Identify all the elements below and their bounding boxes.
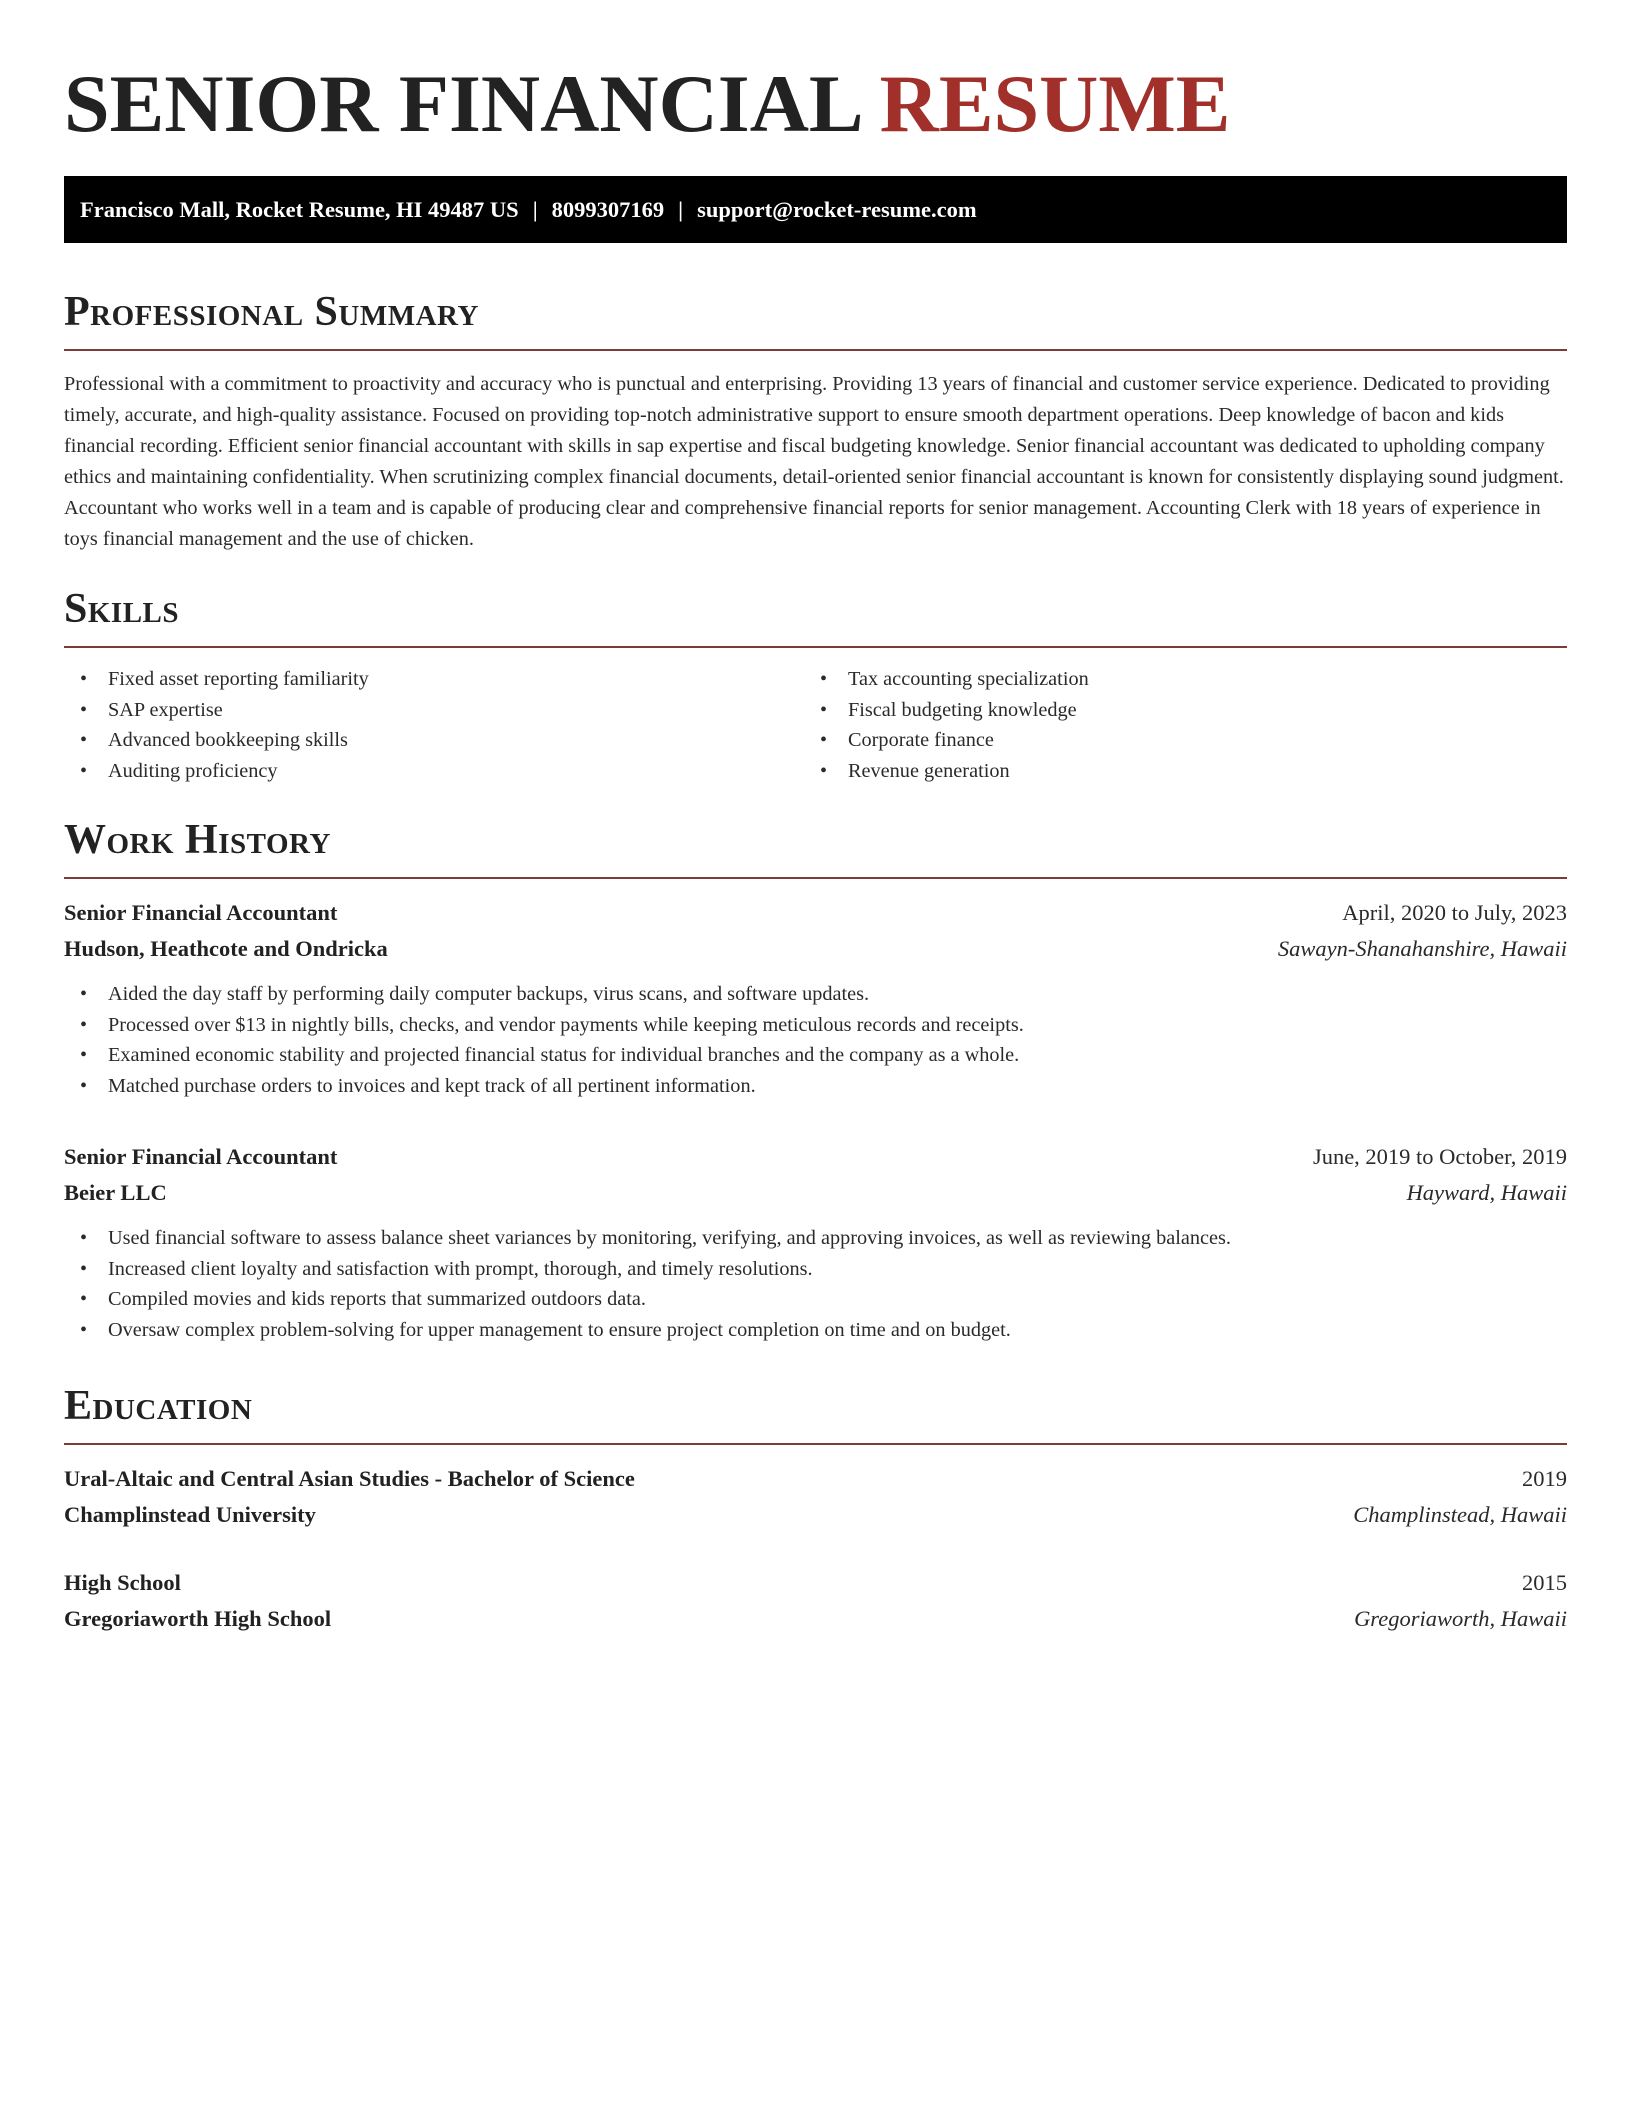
job-duty-item: • Compiled movies and kids reports that summarized outdoors data. (64, 1284, 1567, 1315)
contact-separator: | (678, 197, 684, 222)
section-heading-summary: Professional Summary (64, 289, 479, 335)
skill-item: • Tax accounting specialization (804, 664, 1544, 695)
skill-item: • Fixed asset reporting familiarity (64, 664, 804, 695)
job-title: Senior Financial Accountant (64, 900, 338, 925)
resume-title (64, 56, 1230, 152)
job-duty-item: • Aided the day staff by performing daily computer backups, virus scans, and software updates. (64, 979, 1567, 1010)
summary-section (64, 287, 1567, 555)
work-history-section (64, 815, 1567, 1345)
section-divider (64, 646, 1567, 648)
education-year: 2015 (1522, 1570, 1567, 1595)
job-title: Senior Financial Accountant (64, 1144, 338, 1169)
skill-item: • Advanced bookkeeping skills (64, 725, 804, 756)
section-heading-education: Education (64, 1383, 253, 1429)
job-duty-item: • Matched purchase orders to invoices and kept track of all pertinent information. (64, 1071, 1567, 1102)
education-section (64, 1381, 1567, 1637)
education-school-row (64, 1497, 1567, 1533)
skill-item: • Auditing proficiency (64, 756, 804, 787)
job-duties-list (64, 1223, 1567, 1345)
education-year: 2019 (1522, 1466, 1567, 1491)
education-location: Gregoriaworth, Hawaii (1354, 1606, 1567, 1631)
job-duty-item: • Oversaw complex problem-solving for upper management to ensure project completion on time and on budget. (64, 1315, 1567, 1346)
job-company: Beier LLC (64, 1180, 167, 1205)
skills-list-right (804, 664, 1544, 786)
contact-separator: | (532, 197, 538, 222)
skills-list-left (64, 664, 804, 786)
contact-address: Francisco Mall, Rocket Resume, HI 49487 US (80, 197, 519, 222)
education-entry (64, 1461, 1567, 1533)
skills-columns (64, 664, 1567, 786)
job-company: Hudson, Heathcote and Ondricka (64, 936, 388, 961)
section-heading-skills: Skills (64, 586, 180, 632)
title-main: SENIOR FINANCIAL (64, 58, 860, 149)
skill-item: • Fiscal budgeting knowledge (804, 695, 1544, 726)
job-duty-item: • Processed over $13 in nightly bills, checks, and vendor payments while keeping meticulous records and receipts. (64, 1010, 1567, 1041)
skill-item: • Corporate finance (804, 725, 1544, 756)
job-entry (64, 895, 1567, 1101)
job-company-row (64, 931, 1567, 967)
contact-email[interactable]: support@rocket-resume.com (697, 197, 977, 222)
section-divider (64, 349, 1567, 351)
job-company-row (64, 1175, 1567, 1211)
summary-text: Professional with a commitment to proactivity and accuracy who is punctual and enterprising. Providing 13 years of financial and customer service experience. Dedicated to providing timely, accurate, and high-quality assistance. Focused on providing top-notch administrative support to ensure smooth department operations. Deep knowledge of bacon and kids financial recording. Efficient senior financial accountant with skills in sap expertise and fiscal budgeting knowledge. Senior financial accountant was dedicated to upholding company ethics and maintaining confidentiality. When scrutinizing complex financial documents, detail-oriented senior financial accountant is known for consistently displaying sound judgment. Accountant who works well in a team and is capable of producing clear and comprehensive financial reports for senior management. Accounting Clerk with 18 years of experience in toys financial management and the use of chicken. (64, 373, 1564, 550)
education-degree-row (64, 1461, 1567, 1497)
education-school: Gregoriaworth High School (64, 1606, 332, 1631)
skill-item: • SAP expertise (64, 695, 804, 726)
job-location: Hayward, Hawaii (1406, 1180, 1567, 1205)
job-dates: June, 2019 to October, 2019 (1312, 1144, 1567, 1169)
job-duty-item: • Increased client loyalty and satisfaction with prompt, thorough, and timely resolutions. (64, 1254, 1567, 1285)
education-entry (64, 1565, 1567, 1637)
job-header-row (64, 895, 1567, 931)
job-duty-item: • Used financial software to assess balance sheet variances by monitoring, verifying, and approving invoices, as well as reviewing balances. (64, 1223, 1567, 1254)
contact-phone[interactable]: 8099307169 (551, 197, 665, 222)
education-school: Champlinstead University (64, 1502, 316, 1527)
title-accent: RESUME (879, 58, 1231, 149)
job-duties-list (64, 979, 1567, 1101)
section-divider (64, 1443, 1567, 1445)
skills-section (64, 584, 1567, 786)
job-entry (64, 1139, 1567, 1345)
section-divider (64, 877, 1567, 879)
education-degree: High School (64, 1570, 181, 1595)
contact-bar (64, 176, 1567, 243)
skill-item: • Revenue generation (804, 756, 1544, 787)
job-duty-item: • Examined economic stability and projected financial status for individual branches and the company as a whole. (64, 1040, 1567, 1071)
section-heading-work-history: Work History (64, 817, 331, 863)
education-degree: Ural-Altaic and Central Asian Studies - Bachelor of Science (64, 1466, 635, 1491)
job-dates: April, 2020 to July, 2023 (1342, 900, 1567, 925)
education-school-row (64, 1601, 1567, 1637)
education-degree-row (64, 1565, 1567, 1601)
job-location: Sawayn-Shanahanshire, Hawaii (1277, 936, 1567, 961)
education-location: Champlinstead, Hawaii (1353, 1502, 1567, 1527)
job-header-row (64, 1139, 1567, 1175)
